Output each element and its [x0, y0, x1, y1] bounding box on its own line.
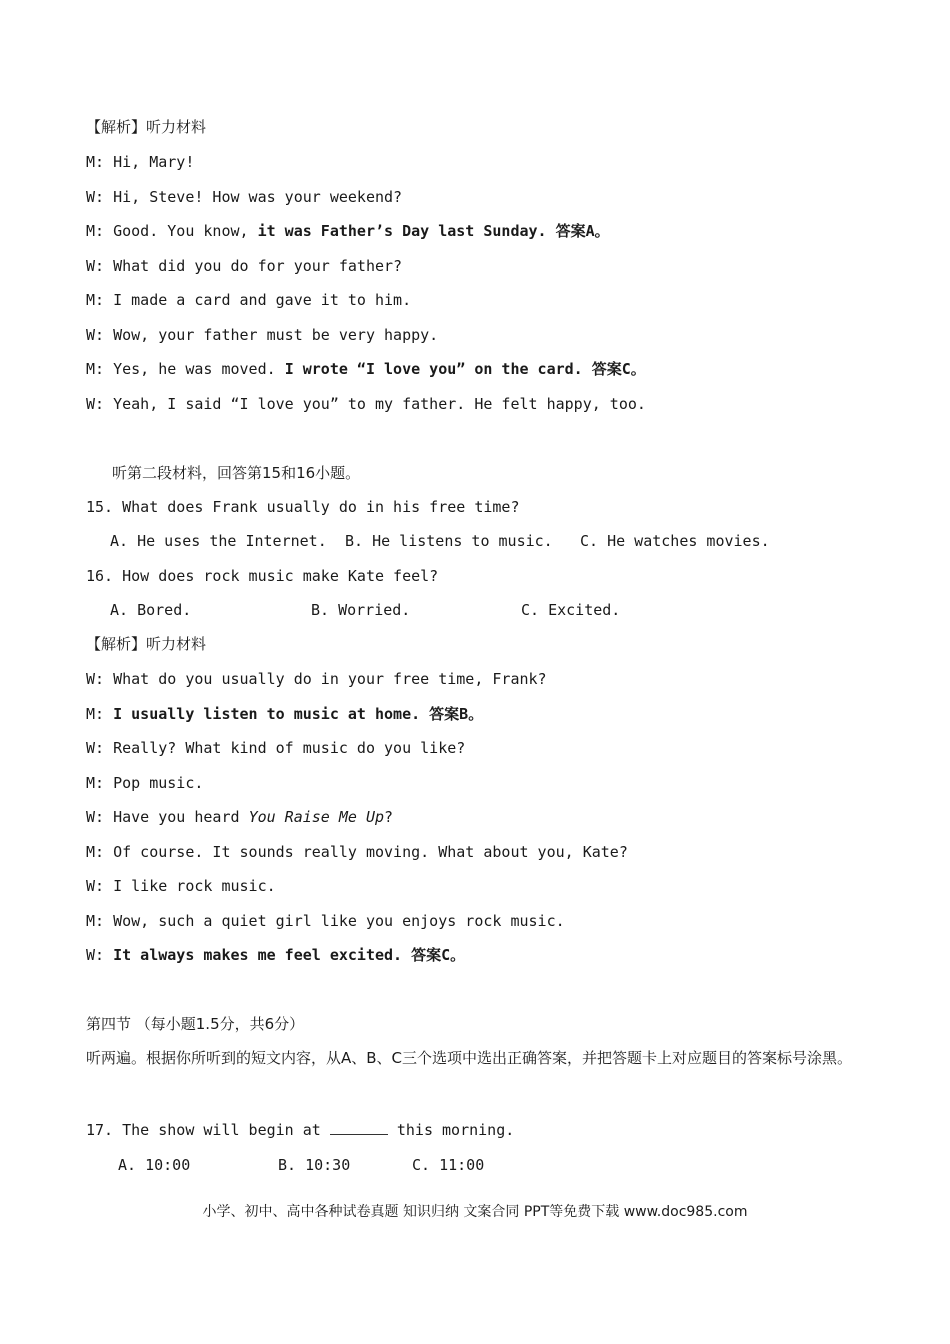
dialogue-line	[86, 945, 465, 965]
answer-highlight: It always makes me feel excited. 答案C。	[113, 946, 466, 964]
q15-option-c: C. He watches movies.	[580, 532, 770, 550]
dialogue-line	[86, 704, 483, 724]
dialogue-line: W: I like rock music.	[86, 877, 276, 895]
dialogue-line: W: Wow, your father must be very happy.	[86, 326, 439, 344]
dialogue-line: W: What do you usually do in your free time, Frank?	[86, 670, 547, 688]
q17-option-a: A. 10:00	[118, 1156, 191, 1174]
q17-option-c: C. 11:00	[412, 1156, 485, 1174]
q16-option-a: A. Bored.	[110, 601, 192, 619]
song-title: You Raise Me Up	[248, 808, 385, 826]
dialogue-line	[86, 359, 646, 379]
dialogue-line: W: Really? What kind of music do you like?	[86, 739, 466, 757]
dialogue-line: W: What did you do for your father?	[86, 257, 403, 275]
section-instructions: 听两遍。根据你所听到的短文内容，从A、B、C三个选项中选出正确答案，并把答题卡上对应题目的答案标号涂黑。	[86, 1049, 853, 1067]
section-intro: 听第二段材料，回答第15和16小题。	[112, 464, 361, 482]
dialogue-text: M:	[86, 705, 114, 723]
question-16: 16. How does rock music make Kate feel?	[86, 567, 439, 585]
dialogue-text: ?	[384, 808, 394, 826]
dialogue-line	[86, 221, 610, 241]
dialogue-text: M: Good. You know,	[86, 222, 258, 240]
question-text: this morning.	[387, 1121, 515, 1139]
q15-option-a: A. He uses the Internet.	[110, 532, 327, 550]
dialogue-text: M: Yes, he was moved.	[86, 360, 285, 378]
analysis-heading-1: 【解析】听力材料	[86, 118, 207, 136]
dialogue-text: W: Have you heard	[86, 808, 249, 826]
dialogue-line: M: Wow, such a quiet girl like you enjoys rock music.	[86, 912, 565, 930]
answer-highlight: I wrote “I love you” on the card. 答案C。	[284, 360, 646, 378]
answer-highlight: I usually listen to music at home. 答案B。	[113, 705, 484, 723]
question-text: 17. The show will begin at	[86, 1121, 330, 1139]
question-17	[86, 1120, 514, 1140]
dialogue-line: M: I made a card and gave it to him.	[86, 291, 412, 309]
dialogue-line: M: Of course. It sounds really moving. What about you, Kate?	[86, 843, 628, 861]
section-title: 第四节 （每小题1.5分，共6分）	[86, 1015, 305, 1033]
dialogue-line: W: Hi, Steve! How was your weekend?	[86, 188, 403, 206]
q15-option-b: B. He listens to music.	[345, 532, 553, 550]
dialogue-line: M: Hi, Mary!	[86, 153, 195, 171]
dialogue-line	[86, 807, 393, 827]
analysis-heading-2: 【解析】听力材料	[86, 635, 207, 653]
q16-option-b: B. Worried.	[311, 601, 411, 619]
answer-highlight: it was Father’s Day last Sunday. 答案A。	[257, 222, 610, 240]
dialogue-line: W: Yeah, I said “I love you” to my father. He felt happy, too.	[86, 395, 646, 413]
dialogue-line: M: Pop music.	[86, 774, 204, 792]
question-15: 15. What does Frank usually do in his free time?	[86, 498, 520, 516]
answer-blank	[330, 1120, 388, 1135]
page-footer: 小学、初中、高中各种试卷真题 知识归纳 文案合同 PPT等免费下载 www.doc985.com	[202, 1204, 748, 1220]
q17-option-b: B. 10:30	[278, 1156, 351, 1174]
dialogue-text: W:	[86, 946, 114, 964]
q16-option-c: C. Excited.	[521, 601, 621, 619]
